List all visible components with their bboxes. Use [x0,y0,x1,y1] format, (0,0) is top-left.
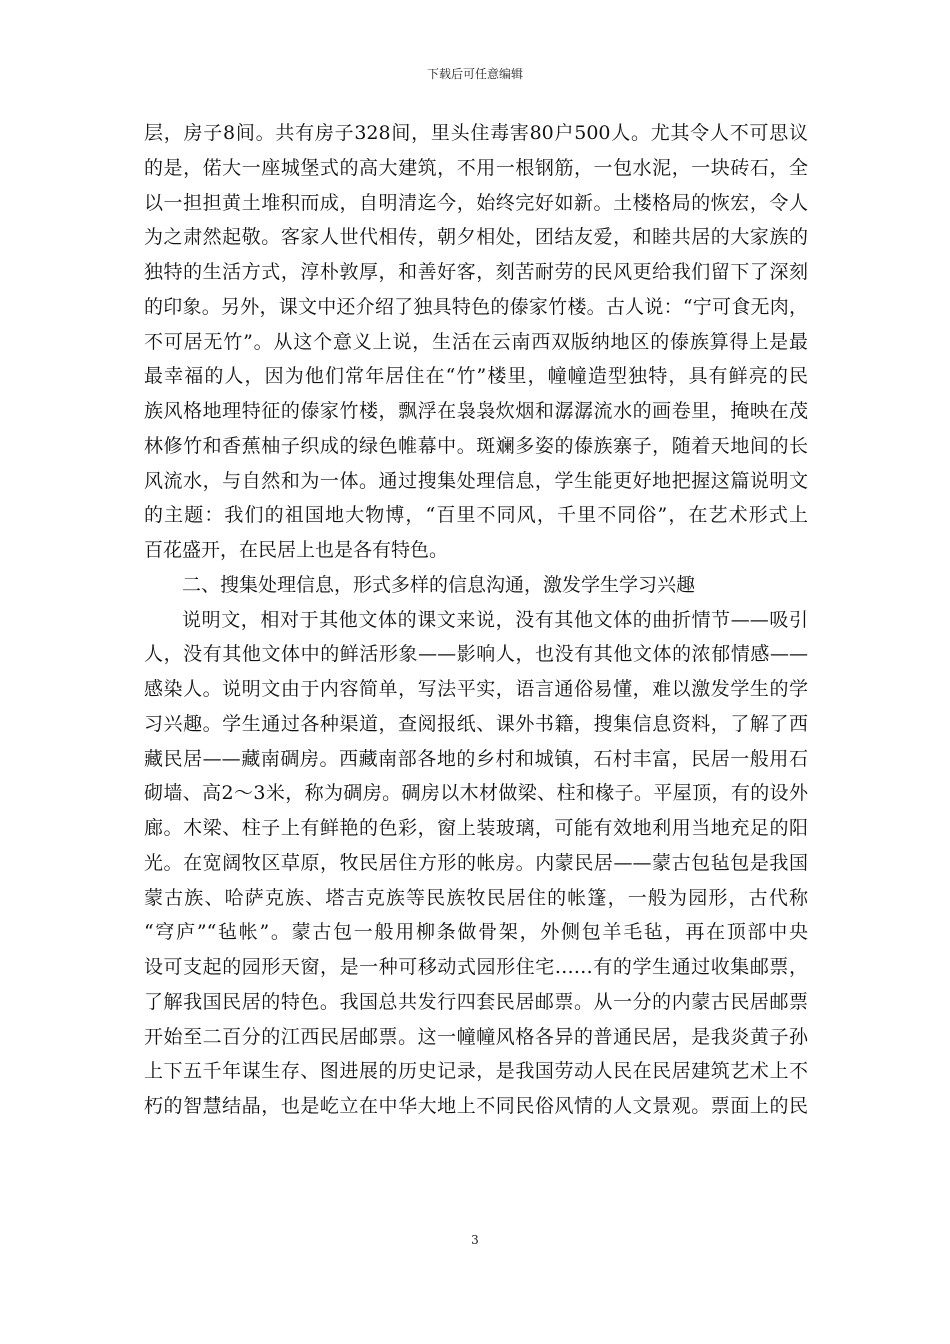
text-line: 习兴趣。学生通过各种渠道，查阅报纸、课外书籍，搜集信息资料，了解了西 [144,712,808,735]
section-heading: 二、搜集处理信息，形式多样的信息沟通，激发学生学习兴趣 [182,573,696,596]
text-line: 不可居无竹”。从这个意义上说，生活在云南西双版纳地区的傣族算得上是最 [144,330,808,353]
text-line: 风流水，与自然和为一体。通过搜集处理信息，学生能更好地把握这篇说明文 [144,469,808,492]
text-line: 以一担担黄土堆积而成，自明清迄今，始终完好如新。土楼格局的恢宏，令人 [144,191,808,214]
document-body [144,116,808,1124]
text-line: 层，房子8间。共有房子328间，里头住毒害80户500人。尤其令人不可思议 [144,122,808,144]
text-line: 开始至二百分的江西民居邮票。这一幢幢风格各异的普通民居，是我炎黄子孙 [144,1025,808,1048]
text-line: 了解我国民居的特色。我国总共发行四套民居邮票。从一分的内蒙古民居邮票 [144,990,808,1013]
paragraph-1 [144,116,808,568]
text-line: 林修竹和香蕉柚子织成的绿色帷幕中。斑斓多姿的傣族寨子，随着天地间的长 [144,434,808,457]
text-line: 的印象。另外，课文中还介绍了独具特色的傣家竹楼。古人说：“宁可食无肉， [144,295,808,318]
text-line: 的主题：我们的祖国地大物博，“百里不同风，千里不同俗”，在艺术形式上 [144,504,808,527]
text-line: 独特的生活方式，淳朴敦厚，和善好客，刻苦耐劳的民风更给我们留下了深刻 [144,261,808,283]
text-line: 藏民居——藏南碉房。西藏南部各地的乡村和城镇，石村丰富，民居一般用石 [144,747,808,770]
paragraph-2 [144,603,808,1124]
page-header: 下载后可任意编辑 [426,67,523,81]
text-line: 朽的智慧结晶，也是屹立在中华大地上不同民俗风情的人文景观。票面上的民 [144,1095,808,1117]
text-line: 感染人。说明文由于内容简单，写法平实，语言通俗易懂，难以激发学生的学 [144,678,808,700]
text-line: 上下五千年谋生存、图进展的历史记录，是我国劳动人民在民居建筑艺术上不 [144,1060,808,1083]
text-line: 光。在宽阔牧区草原，牧民居住方形的帐房。内蒙民居——蒙古包毡包是我国 [144,851,808,874]
text-line: 砌墙、高2～3米，称为碉房。碉房以木材做梁、柱和椽子。平屋顶，有的设外 [144,782,808,805]
page-number: 3 [471,1233,479,1247]
text-line: 人，没有其他文体中的鲜活形象——影响人，也没有其他文体的浓郁情感—— [144,643,808,666]
text-line: “穹庐”“毡帐”。蒙古包一般用柳条做骨架，外侧包羊毛毡，再在顶部中央 [144,921,808,944]
text-line: 蒙古族、哈萨克族、塔吉克族等民族牧民居住的帐篷，一般为园形，古代称 [144,886,808,909]
text-line: 说明文，相对于其他文体的课文来说，没有其他文体的曲折情节——吸引 [182,608,808,631]
text-line: 设可支起的园形天窗，是一种可移动式园形住宅……有的学生通过收集邮票， [144,956,808,978]
text-line: 廊。木梁、柱子上有鲜艳的色彩，窗上装玻璃，可能有效地利用当地充足的阳 [144,817,808,839]
text-line: 最幸福的人，因为他们常年居住在“竹”楼里，幢幢造型独特，具有鲜亮的民 [144,365,808,388]
text-line: 为之肃然起敬。客家人世代相传，朝夕相处，团结友爱，和睦共居的大家族的 [144,226,808,249]
text-line: 族风格地理特征的傣家竹楼，飘浮在袅袅炊烟和潺潺流水的画卷里，掩映在茂 [144,400,808,422]
text-line: 百花盛开，在民居上也是各有特色。 [144,539,449,561]
text-line: 的是，偌大一座城堡式的高大建筑，不用一根钢筋，一包水泥，一块砖石，全 [144,156,808,179]
